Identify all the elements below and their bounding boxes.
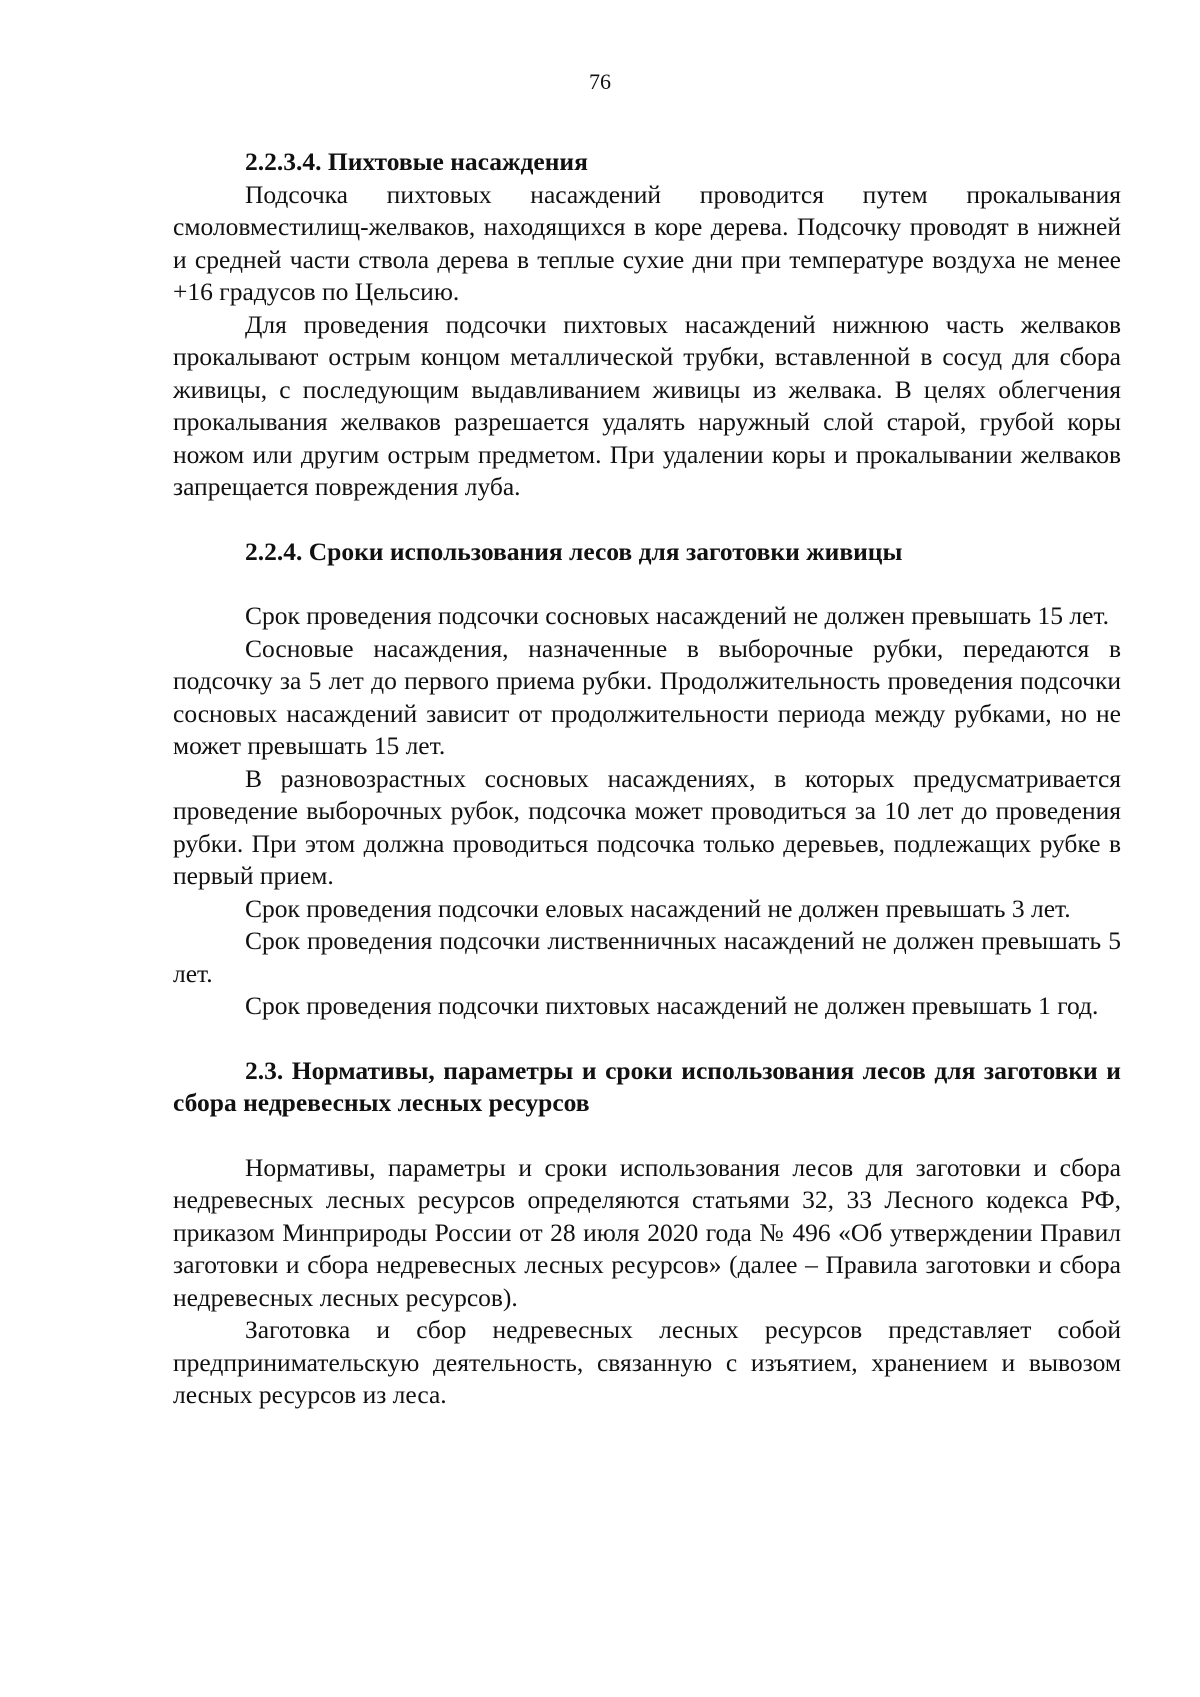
paragraph: Для проведения подсочки пихтовых насаждений нижнюю часть желваков прокалывают острым концом металлической трубки, вставленной в сосуд для сбора живицы, с последующим выдавливанием живицы из желвака. В целях облегчения прокалывания желваков разрешается удалять наружный слой старой, грубой коры ножом или другим острым предметом. При удалении коры и прокалывании желваков запрещается повреждения луба. (173, 309, 1121, 501)
page-number: 76 (589, 69, 611, 94)
paragraph: Срок проведения подсочки пихтовых насаждений не должен превышать 1 год. (245, 991, 1099, 1020)
section-heading: 2.2.3.4. Пихтовые насаждения (245, 147, 588, 176)
paragraph: Заготовка и сбор недревесных лесных ресурсов представляет собой предпринимательскую деятельность, связанную с изъятием, хранением и вывозом лесных ресурсов из леса. (173, 1315, 1121, 1409)
document-body (173, 146, 1121, 1412)
paragraph: Нормативы, параметры и сроки использования лесов для заготовки и сбора недревесных лесных ресурсов определяются статьями 32, 33 Лесного кодекса РФ, приказом Минприроды России от 28 июля 2020 года № 496 «Об утверждении Правил заготовки и сбора недревесных лесных ресурсов» (далее – Правила заготовки и сбора недревесных лесных ресурсов). (173, 1152, 1121, 1312)
paragraph: Подсочка пихтовых насаждений проводится путем прокалывания смоловместилищ-желваков, находящихся в коре дерева. Подсочку проводят в нижней и средней части ствола дерева в теплые сухие дни при температуре воздуха не менее +16 градусов по Цельсию. (173, 179, 1121, 306)
paragraph: Срок проведения подсочки лиственничных насаждений не должен превышать 5 лет. (173, 926, 1121, 988)
section-resin-terms (173, 536, 1121, 1023)
paragraph: Сосновые насаждения, назначенные в выборочные рубки, передаются в подсочку за 5 лет до первого приема рубки. Продолжительность проведения подсочки сосновых насаждений зависит от продолжительности периода между рубками, но не может превышать 15 лет. (173, 633, 1121, 760)
section-heading: 2.2.4. Сроки использования лесов для заготовки живицы (245, 536, 903, 566)
section-fir-stands (173, 146, 1121, 504)
section-heading: 2.3. Нормативы, параметры и сроки использования лесов для заготовки и сбора недревесных лесных ресурсов (173, 1055, 1121, 1117)
paragraph: Срок проведения подсочки еловых насаждений не должен превышать 3 лет. (245, 893, 1071, 923)
section-non-timber-resources (173, 1055, 1121, 1412)
paragraph: Срок проведения подсочки сосновых насаждений не должен превышать 15 лет. (245, 601, 1110, 630)
paragraph: В разновозрастных сосновых насаждениях, в которых предусматривается проведение выборочных рубок, подсочка может проводиться за 10 лет до проведения рубки. При этом должна проводиться подсочка только деревьев, подлежащих рубке в первый прием. (173, 763, 1121, 890)
